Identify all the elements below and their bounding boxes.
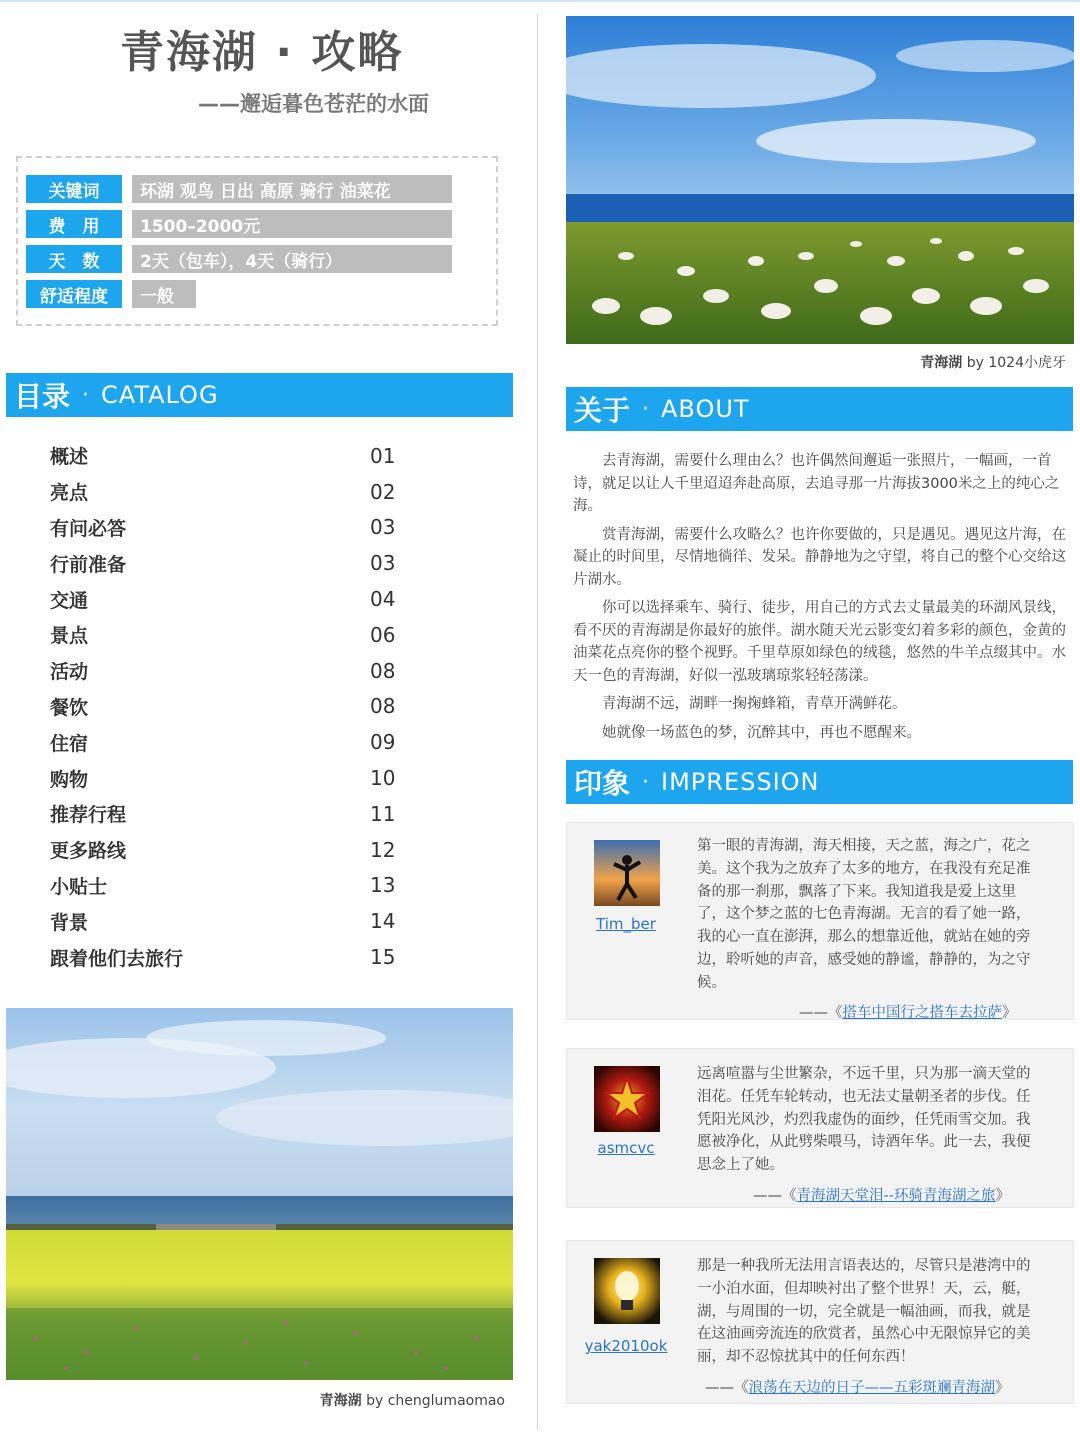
catalog-item-name: 交通 xyxy=(50,589,89,612)
sheep-grazing-photo xyxy=(566,16,1074,344)
page-title: 青海湖 · 攻略 xyxy=(120,27,404,78)
caption-credit: by chenglumaomao xyxy=(361,1393,505,1409)
catalog-item-name: 行前准备 xyxy=(50,553,127,576)
source-suffix: 》 xyxy=(995,1380,1010,1396)
about-title-en: ABOUT xyxy=(661,395,750,423)
username-link[interactable]: asmcvc xyxy=(597,1139,655,1157)
user-avatar[interactable] xyxy=(594,1066,660,1132)
info-value: 1500–2000元 xyxy=(132,210,452,238)
caption-place: 青海湖 xyxy=(920,355,963,371)
photo-caption-bottom xyxy=(200,1390,505,1410)
impression-card xyxy=(566,1240,1074,1404)
catalog-item-page: 14 xyxy=(370,909,396,934)
caption-credit: by 1024小虎牙 xyxy=(962,355,1066,371)
impression-title-cn: 印象 xyxy=(574,767,631,800)
catalog-item-page: 13 xyxy=(370,873,396,898)
catalog-item-page: 09 xyxy=(370,730,396,755)
source-link[interactable]: 浪荡在天边的日子——五彩斑斓青海湖 xyxy=(748,1380,995,1396)
photo-caption-top xyxy=(760,352,1066,372)
catalog-item-name: 更多路线 xyxy=(50,840,127,863)
impression-quote: 远离喧嚣与尘世繁杂，不远千里，只为那一滴天堂的泪花。任凭车轮转动，也无法丈量朝圣者的步伐。任凭阳光风沙，灼烈我虚伪的面纱，任凭雨雪交加。我愿被净化，从此劈柴喂马，诗酒年华。此一去，我便思念上了她。 xyxy=(697,1066,1031,1174)
catalog-item-name: 活动 xyxy=(50,661,89,684)
catalog-item[interactable] xyxy=(50,653,410,689)
impression-header xyxy=(566,760,1073,804)
user-avatar[interactable] xyxy=(594,1258,660,1324)
user-avatar[interactable] xyxy=(594,840,660,906)
about-paragraph: 你可以选择乘车、骑行、徒步，用自己的方式去丈量最美的环湖风景线，看不厌的青海湖是你最好的旅伴。湖水随天光云影变幻着多彩的颜色，金黄的油菜花点亮你的整个视野。千里草原如绿色的绒毯，悠然的牛羊点缀其中。水天一色的青海湖，好似一泓玻璃琼浆轻轻荡漾。 xyxy=(573,600,1066,684)
username-link[interactable]: yak2010ok xyxy=(584,1337,668,1355)
info-row-cost xyxy=(26,210,452,238)
catalog-item-page: 08 xyxy=(370,658,396,683)
page-subtitle: ——邂逅暮色苍茫的水面 xyxy=(198,92,429,116)
catalog-item-page: 12 xyxy=(370,837,396,862)
catalog-item-page: 02 xyxy=(370,479,396,504)
about-header xyxy=(566,387,1073,431)
catalog-item-name: 景点 xyxy=(50,625,89,648)
username-link[interactable]: Tim_ber xyxy=(596,915,656,933)
catalog-item-page: 06 xyxy=(370,622,396,647)
info-row-days xyxy=(26,245,452,273)
catalog-item-name: 餐饮 xyxy=(50,696,89,719)
catalog-item-name: 概述 xyxy=(50,446,89,469)
source-prefix: ——《 xyxy=(705,1380,749,1396)
catalog-header xyxy=(6,373,513,417)
catalog-item-name: 跟着他们去旅行 xyxy=(50,947,184,970)
source-prefix: ——《 xyxy=(799,1005,843,1021)
catalog-item[interactable] xyxy=(50,724,410,760)
info-value: 一般 xyxy=(132,280,196,308)
catalog-item[interactable] xyxy=(50,832,410,868)
catalog-item[interactable] xyxy=(50,581,410,617)
column-divider xyxy=(537,14,538,1430)
impression-card xyxy=(566,1048,1074,1208)
source-prefix: ——《 xyxy=(753,1188,797,1204)
about-paragraph: 她就像一场蓝色的梦，沉醉其中，再也不愿醒来。 xyxy=(602,724,921,741)
catalog-item[interactable] xyxy=(50,796,410,832)
impression-source xyxy=(799,1001,1017,1022)
catalog-list xyxy=(50,438,410,975)
catalog-item[interactable] xyxy=(50,868,410,904)
info-key: 关键词 xyxy=(26,175,122,203)
info-value: 环湖 观鸟 日出 高原 骑行 油菜花 xyxy=(132,175,452,203)
source-link[interactable]: 搭车中国行之搭车去拉萨 xyxy=(842,1005,1002,1021)
catalog-item-page: 04 xyxy=(370,587,396,612)
catalog-item-page: 03 xyxy=(370,515,396,540)
catalog-title-cn: 目录 xyxy=(14,380,71,413)
info-key: 费 用 xyxy=(26,210,122,238)
impression-source xyxy=(705,1376,1010,1397)
catalog-item-name: 小贴士 xyxy=(50,875,108,898)
catalog-item-name: 亮点 xyxy=(50,482,89,505)
source-suffix: 》 xyxy=(995,1188,1010,1204)
catalog-item[interactable] xyxy=(50,939,410,975)
info-key: 天 数 xyxy=(26,245,122,273)
info-row-keywords xyxy=(26,175,452,203)
info-value: 2天（包车），4天（骑行） xyxy=(132,245,452,273)
catalog-item-page: 15 xyxy=(370,945,396,970)
source-suffix: 》 xyxy=(1002,1005,1017,1021)
catalog-item[interactable] xyxy=(50,617,410,653)
impression-dot: · xyxy=(642,769,650,795)
catalog-dot: · xyxy=(82,382,90,408)
catalog-item-page: 11 xyxy=(370,801,396,826)
catalog-item[interactable] xyxy=(50,760,410,796)
catalog-item-page: 10 xyxy=(370,766,396,791)
catalog-item[interactable] xyxy=(50,689,410,725)
catalog-item-name: 有问必答 xyxy=(50,517,127,540)
catalog-item-name: 购物 xyxy=(50,768,89,791)
impression-title-en: IMPRESSION xyxy=(661,768,820,796)
catalog-item-page: 03 xyxy=(370,551,396,576)
info-row-comfort xyxy=(26,280,196,308)
about-paragraph: 去青海湖，需要什么理由么？也许偶然间邂逅一张照片，一幅画，一首诗，就足以让人千里迢迢奔赴高原，去追寻那一片海拔3000米之上的纯心之海。 xyxy=(573,453,1060,514)
catalog-item[interactable] xyxy=(50,903,410,939)
caption-place: 青海湖 xyxy=(319,1393,362,1409)
impression-quote: 第一眼的青海湖，海天相接，天之蓝，海之广，花之美。这个我为之放弃了太多的地方，在我没有充足准备的那一刹那，飘落了下来。我知道我是爱上这里了，这个梦之蓝的七色青海湖。无言的看了她一路，我的心一直在澎湃，那么的想靠近他，就站在她的旁边，聆听她的声音，感受她的静谧，静静的，为之守候。 xyxy=(697,838,1031,991)
catalog-item-name: 住宿 xyxy=(50,732,89,755)
about-title-cn: 关于 xyxy=(574,394,631,427)
catalog-item-name: 推荐行程 xyxy=(50,804,127,827)
source-link[interactable]: 青海湖天堂泪--环骑青海湖之旅 xyxy=(796,1188,996,1204)
about-body xyxy=(573,450,1067,750)
catalog-item-name: 背景 xyxy=(50,911,89,934)
info-key: 舒适程度 xyxy=(26,280,122,308)
top-rule xyxy=(0,0,1080,2)
impression-card xyxy=(566,822,1074,1020)
impression-quote: 那是一种我所无法用言语表达的，尽管只是港湾中的一小泊水面，但却映衬出了整个世界！天，云，艇，湖，与周围的一切，完全就是一幅油画，而我，就是在这油画旁流连的欣赏者，虽然心中无限惊异它的美丽，却不忍惊扰其中的任何东西！ xyxy=(697,1258,1031,1366)
catalog-item[interactable] xyxy=(50,545,410,581)
catalog-item-page: 08 xyxy=(370,694,396,719)
catalog-title-en: CATALOG xyxy=(101,381,219,409)
catalog-item[interactable] xyxy=(50,510,410,546)
about-paragraph: 赏青海湖，需要什么攻略么？也许你要做的，只是遇见。遇见这片海，在凝止的时间里，尽情地徜徉、发呆。静静地为之守望，将自己的整个心交给这片湖水。 xyxy=(573,526,1066,588)
catalog-item[interactable] xyxy=(50,438,410,474)
catalog-item-page: 01 xyxy=(370,443,396,468)
about-paragraph: 青海湖不远，湖畔一掬掬蜂箱，青草开满鲜花。 xyxy=(602,696,907,712)
lake-rapeseed-photo xyxy=(6,1008,513,1380)
about-dot: · xyxy=(642,396,650,422)
impression-source xyxy=(753,1184,1010,1205)
catalog-item[interactable] xyxy=(50,474,410,510)
